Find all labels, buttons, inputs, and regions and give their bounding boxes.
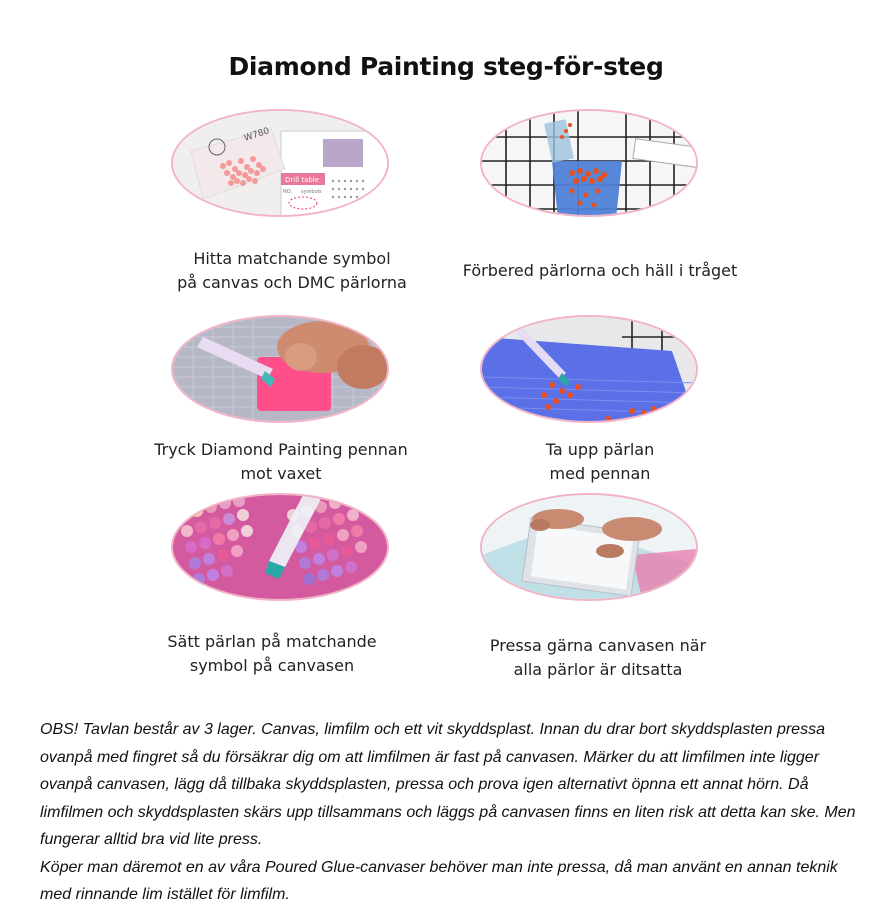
obs-note-paragraph-2: Köper man däremot en av våra Poured Glue-canvaser behöver man inte pressa, då man använt en annan teknik med rinnande lim istället för limfilm. [40,858,838,903]
step-3-caption-line-2: mot vaxet [240,464,322,483]
step-5-caption-line-2: symbol på canvasen [189,656,355,675]
obs-note-paragraph-1: OBS! Tavlan består av 3 lager. Canvas, limfilm och ett vit skyddsplast. Innan du drar bort skyddsplasten pressa ovanpå med fingret så du försäkrar dig om att limfilmen är fast på canvasen. Märker du att limfilmen inte ligger ovanpå canvasen, lägg då tillbaka skyddsplasten, pressa och prova igen alternativt öpnna ett annat hörn. Då limfilmen och skyddsplasten skärs upp tillsammans och läggs på canvasen finns en liten risk att detta kan ske. Men fungerar alltid bra vid lite press. [40,721,856,848]
step-1-image [171,109,389,217]
obs-note [40,716,860,909]
step-2-caption-line-1: Förbered pärlorna och häll i tråget [462,261,738,280]
drill-table-label: Drill table [285,176,320,184]
step-6-image [480,493,698,601]
drill-table-no: NO. [283,189,293,195]
step-1-caption-line-1: Hitta matchande symbol [193,249,391,268]
step-5-image [171,493,389,601]
step-2-image [480,109,698,217]
step-1-caption-line-2: på canvas och DMC pärlorna [177,273,407,292]
drill-table-symbols: symbols [301,189,322,195]
step-3-caption [116,438,446,486]
bag-label: W780 [242,126,271,144]
page-title: Diamond Painting steg-för-steg [228,52,664,81]
step-5-caption-line-1: Sätt pärlan på matchande [167,632,377,651]
step-4-caption-line-1: Ta upp pärlan [545,440,655,459]
step-4-caption [435,438,765,486]
step-2-caption [435,259,765,283]
step-1-caption [127,247,457,295]
step-6-caption [433,634,763,682]
step-6-caption-line-1: Pressa gärna canvasen när [489,636,707,655]
step-4-image [480,315,698,423]
step-3-caption-line-1: Tryck Diamond Painting pennan [154,440,408,459]
step-6-caption-line-2: alla pärlor är ditsatta [513,660,683,679]
step-3-image [171,315,389,423]
step-5-caption [107,630,437,678]
step-4-caption-line-2: med pennan [549,464,651,483]
